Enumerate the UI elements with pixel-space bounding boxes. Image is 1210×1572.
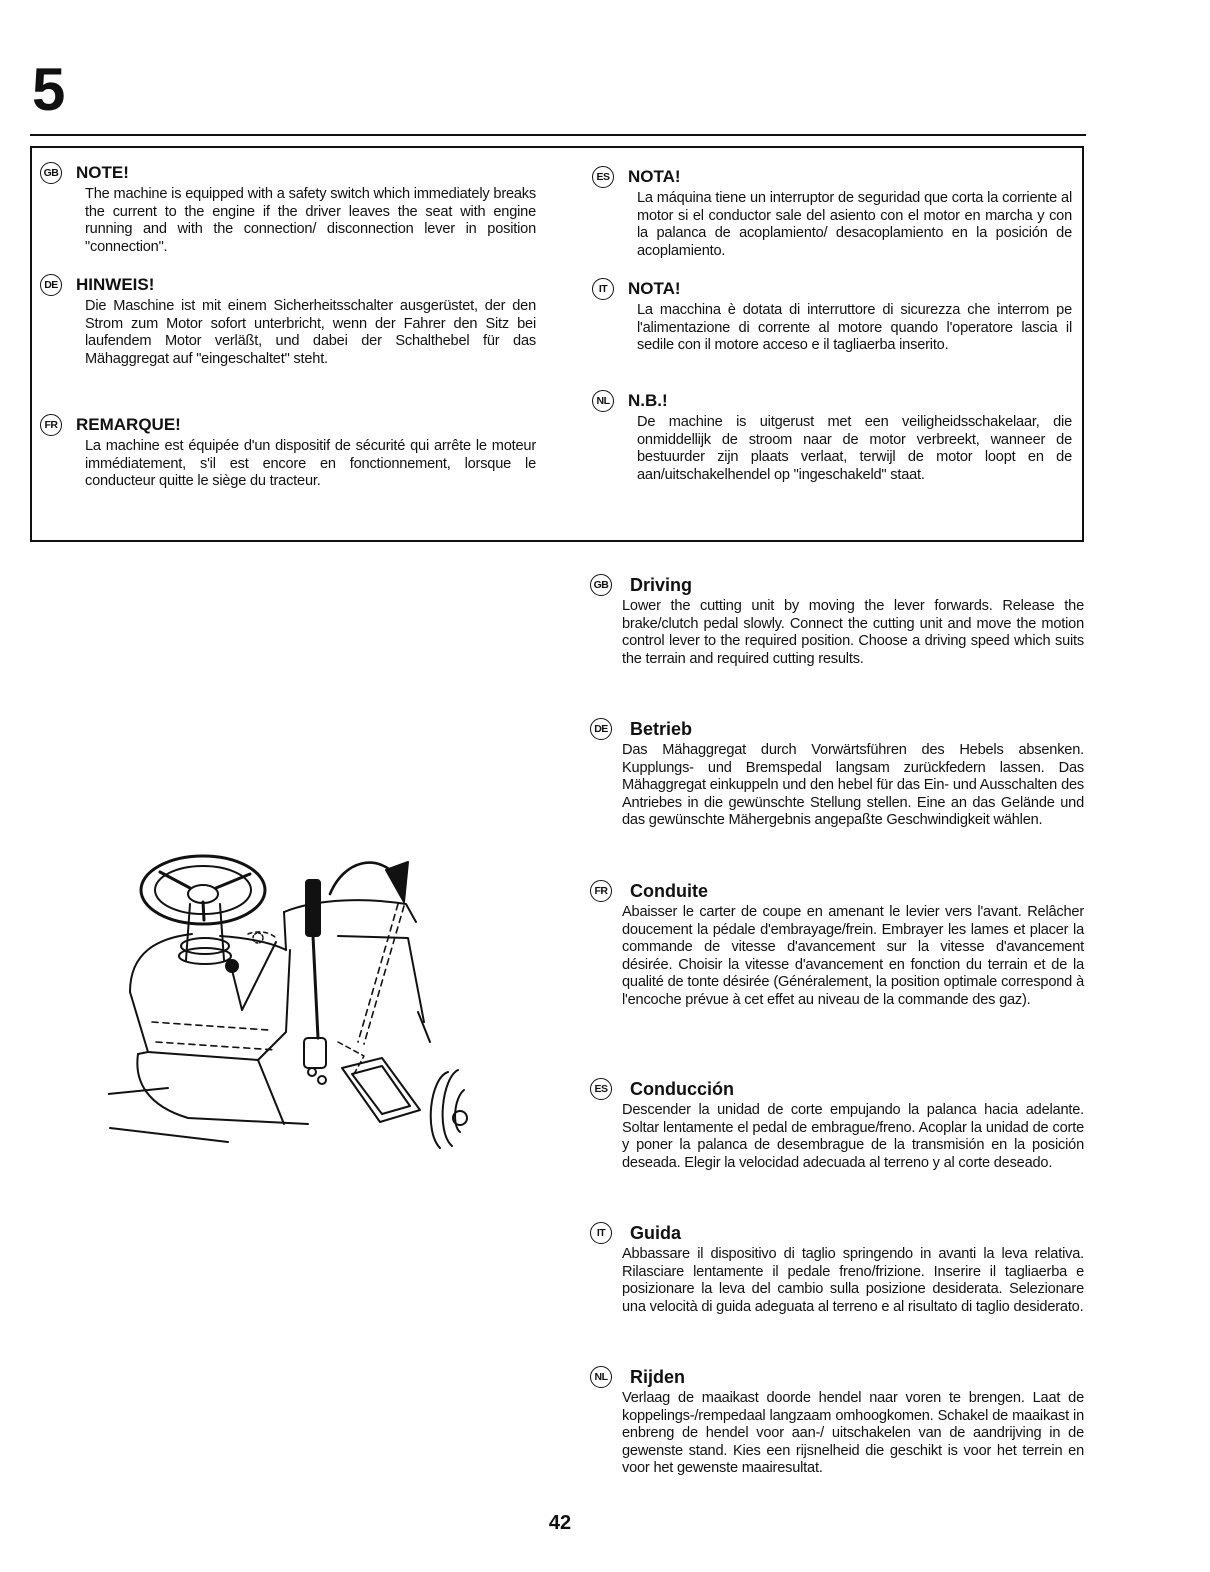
section-es — [590, 1076, 1084, 1172]
note-text: The machine is equipped with a safety switch which immediately breaks the current to the engine if the driver leaves the seat with engine running and with the connection/ disconnection lever in position "connection". — [85, 186, 536, 255]
language-badge-es: ES — [592, 166, 614, 188]
section-heading: Guida — [630, 1222, 682, 1243]
arrow-icon — [330, 862, 408, 902]
language-badge-fr: FR — [40, 414, 62, 436]
note-text: La macchina è dotata di interruttore di sicurezza che interrom pe l'alimentazione di corrente al motore quando l'operatore lascia il sedile con il motore acceso e il tagliaerba inserito. — [637, 302, 1072, 354]
note-heading: N.B.! — [628, 391, 668, 410]
section-heading: Betrieb — [630, 718, 693, 739]
note-nl — [592, 388, 1072, 484]
safety-note-box — [30, 146, 1084, 542]
note-de — [40, 272, 536, 368]
language-badge-nl: NL — [590, 1366, 612, 1388]
note-heading: HINWEIS! — [76, 275, 155, 294]
note-heading: NOTE! — [76, 163, 129, 182]
section-text: Descender la unidad de corte empujando la palanca hacia adelante. Soltar lentamente el pedal de embrague/freno. Acoplar la unidad de corte y poner la palanca de desembrague de la transmisión en la posición deseada. Elegir la velocidad adecuada al terreno y al corte deseado. — [622, 1102, 1084, 1171]
language-badge-nl: NL — [592, 390, 614, 412]
note-text: La máquina tiene un interruptor de seguridad que corta la corriente al motor si el conductor sale del asiento con el motor en marcha y con la palanca de acoplamiento/ desacoplamiento en la posición de acoplamiento. — [637, 190, 1072, 259]
section-text: Abbassare il dispositivo di taglio springendo in avanti la leva relativa. Rilasciare lentamente il pedale freno/frizione. Inserire il tagliaerba e posizionare la leva del cambio sulla posizione desiderata. Selezionare una velocità di guida adeguata al terreno e al risultato di taglio desiderato. — [622, 1246, 1084, 1315]
section-text: Abaisser le carter de coupe en amenant le levier vers l'avant. Relâcher doucement la pédale d'embrayage/frein. Embrayer les lames et placer la commande de vitesse d'avancement sur la vitesse d'avancement désirée. Choisir la vitesse d'avancement en fonction du terrain et de la qualité de tonte désirée (Généralement, la position optimale correspond à l'encoche prévue à cet effet au niveau de la commande des gaz). — [622, 904, 1084, 1008]
note-es — [592, 164, 1072, 260]
note-gb — [40, 160, 536, 256]
section-text: Das Mähaggregat durch Vorwärtsführen des Hebels absenken. Kupplungs- und Bremspedal langsam zurückfedern lassen. Das Mähaggregat einkuppeln und den hebel für das Ein- und Ausschalten des Antriebes in die gewünschte Stellung stellen. Eine an das Gelände und das gewünschte Mähergebnis angepaßte Geschwindigkeit wählen. — [622, 742, 1084, 829]
section-fr — [590, 878, 1084, 1010]
language-badge-fr: FR — [590, 880, 612, 902]
section-heading: Conduite — [630, 880, 708, 901]
note-fr — [40, 412, 536, 491]
section-text: Verlaag de maaikast doorde hendel naar voren te brengen. Laat de koppelings-/rempedaal langzaam omhoogkomen. Schakel de maaikast in enbreng de hendel voor aan-/ uitschakelen van de aandrijving in de gewenste stand. Kies een rijsnelheid die geschikt is voor het terrein en voor het gewenste maairesultat. — [622, 1390, 1084, 1477]
language-badge-it: IT — [590, 1222, 612, 1244]
note-heading: NOTA! — [628, 279, 681, 298]
language-badge-gb: GB — [40, 162, 62, 184]
steering-wheel-icon — [141, 856, 265, 924]
note-heading: NOTA! — [628, 167, 681, 186]
section-de — [590, 716, 1084, 830]
lever-icon — [304, 880, 326, 1084]
language-badge-es: ES — [590, 1078, 612, 1100]
section-text: Lower the cutting unit by moving the lever forwards. Release the brake/clutch pedal slowly. Connect the cutting unit and move the motion control lever to the required position. Choose a driving speed which suits the terrain and required cutting results. — [622, 598, 1084, 667]
note-it — [592, 276, 1072, 355]
note-heading: REMARQUE! — [76, 415, 181, 434]
wheel-icon — [431, 1070, 467, 1148]
tractor-lever-illustration — [108, 842, 478, 1158]
chapter-number: 5 — [32, 56, 65, 123]
page-number: 42 — [548, 1512, 572, 1534]
section-heading: Driving — [630, 574, 693, 595]
section-it — [590, 1220, 1084, 1316]
note-text: De machine is uitgerust met een veiligheidsschakelaar, die onmiddellijk de stroom naar de motor verbreekt, wanneer de bestuurder zijn plaats verlaat, terwijl de motor loopt en de aan/uitschakelhendel op "ingeschakeld" staat. — [637, 414, 1072, 483]
note-text: La machine est équipée d'un dispositif de sécurité qui arrête le moteur immédiatement, s'il est encore en fonctionnement, lorsque le conducteur quitte le siège du tracteur. — [85, 438, 536, 490]
note-text: Die Maschine ist mit einem Sicherheitsschalter ausgerüstet, der den Strom zum Motor sofort unterbricht, wenn der Fahrer den Sitz bei laufendem Motor verläßt, und dabei der Schalthebel für das Mähaggregat auf "eingeschaltet" steht. — [85, 298, 536, 367]
section-nl — [590, 1364, 1084, 1478]
header-rule — [30, 134, 1086, 136]
language-badge-de: DE — [590, 718, 612, 740]
section-gb — [590, 572, 1084, 668]
language-badge-it: IT — [592, 278, 614, 300]
language-badge-de: DE — [40, 274, 62, 296]
language-badge-gb: GB — [590, 574, 612, 596]
section-heading: Rijden — [630, 1366, 686, 1387]
section-heading: Conducción — [630, 1078, 734, 1099]
